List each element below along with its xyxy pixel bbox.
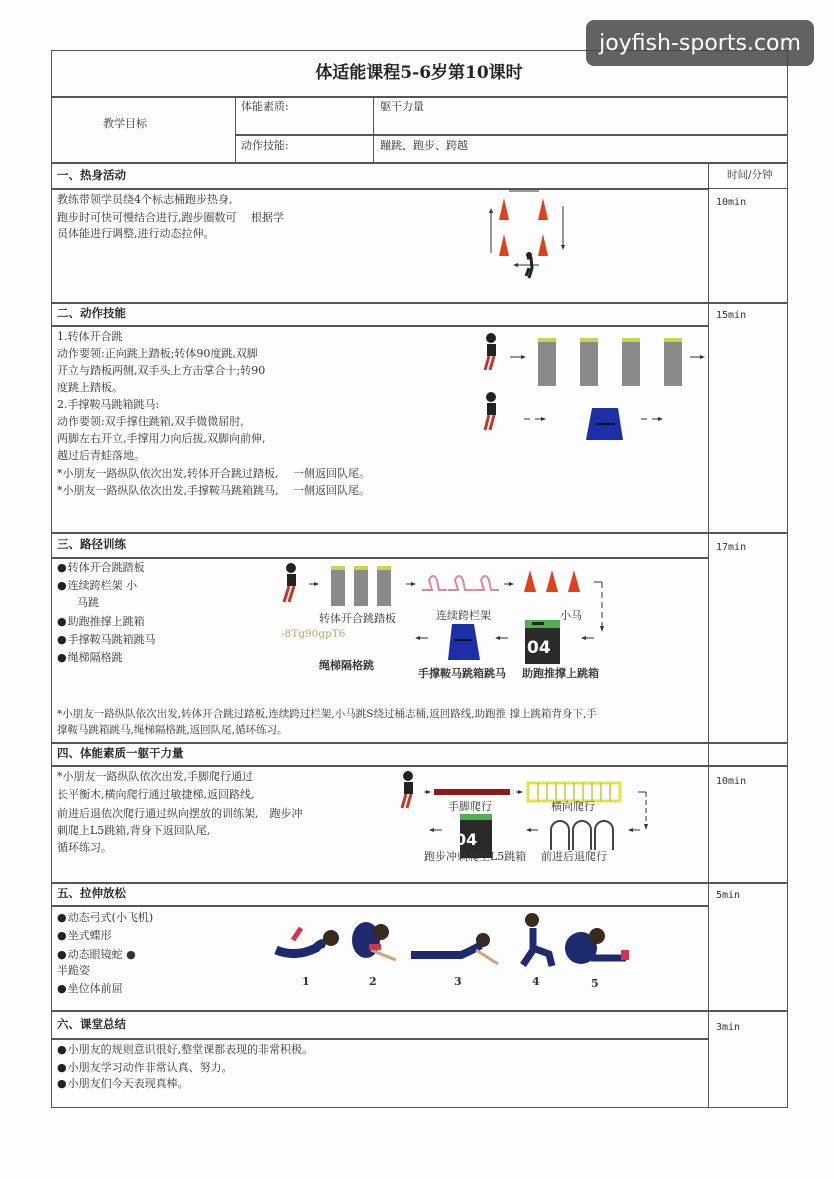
section-4-line: 刺爬上L5跳箱,背身下返回队尾, — [57, 824, 211, 837]
section-3-bullet-cont: 马跳 — [77, 596, 99, 609]
pose-number: 3 — [454, 975, 462, 988]
section-3-note: *小朋友一路纵队依次出发,转体开合跳过踏板,连续跨过栏架,小马跳S绕过桶志桶,返回路线,助跑推 撑上跳箱背身下,手 — [57, 708, 597, 720]
section-5-bullet: ● 坐位体前屈 — [57, 981, 123, 997]
pose-number: 5 — [591, 977, 599, 990]
section-2-line: 动作要领:双手撑住跳箱,双手微微屈肘, — [57, 415, 244, 428]
section-5-heading: 五、拉伸放松 — [57, 886, 126, 900]
section-2-line: 开立与踏板两侧,双手头上方击掌合十;转90 — [57, 364, 266, 377]
section-2-line: 2.手撑鞍马跳箱跳马: — [57, 398, 160, 411]
objective-value-fitness: 躯干力量 — [380, 100, 424, 113]
section-2-time: 15min — [716, 310, 747, 321]
section-2-line: 越过后青蛙落地。 — [57, 449, 145, 462]
core-label-beam: 手脚爬行 — [448, 800, 492, 813]
route-label-vault: 手撑鞍马跳箱跳马 — [418, 667, 506, 680]
section-5-bullet: ● 动态弓式(小飞机) — [57, 910, 153, 926]
section-5-bullet: ● 坐式蝶形 — [57, 928, 112, 944]
lesson-plan-table — [51, 50, 787, 1108]
section-3-bullet: ● 手撑鞍马跳箱跳马 — [57, 632, 156, 648]
objective-value-skill: 蹦跳、跑步、跨越 — [380, 139, 468, 152]
section-6-time: 3min — [716, 1022, 741, 1033]
section-5-time: 5min — [716, 890, 741, 901]
page-title: 体适能课程5-6岁第10课时 — [315, 63, 523, 83]
section-1-heading: 一、热身活动 — [57, 168, 126, 182]
pose-number: 2 — [369, 975, 377, 988]
route-label-box: 助跑推撑上跳箱 — [522, 667, 599, 680]
warmup-cone-diagram — [479, 188, 579, 283]
section-1-line: 教练带领学员绕4个标志桶跑步热身, — [57, 193, 233, 206]
section-3-note: 撑鞍马跳箱跳马,绳梯隔格跳,返回队尾,循环练习。 — [57, 724, 288, 736]
section-5-bullet: ● 动态眼镜蛇 ● — [57, 947, 136, 963]
box-number: 04 — [527, 638, 551, 658]
section-2-line: *小朋友一路纵队依次出发,转体开合跳过踏板, 一侧返回队尾。 — [57, 467, 370, 480]
objective-key-fitness: 体能素质: — [241, 100, 289, 113]
section-1-time: 10min — [716, 197, 747, 208]
objectives-label: 教学目标 — [103, 117, 147, 130]
section-2-heading: 二、动作技能 — [57, 306, 126, 320]
section-2-line: *小朋友一路纵队依次出发,手撑鞍马跳箱跳马, 一侧返回队尾。 — [57, 484, 370, 497]
route-label-cones: 小马 — [560, 609, 582, 622]
watermark: joyfish-sports.com — [586, 20, 814, 66]
section-6-bullet: ● 小朋友们今天表现真棒。 — [57, 1076, 189, 1092]
section-4-time: 10min — [716, 776, 747, 787]
pose-number: 4 — [532, 975, 540, 988]
stretch-poses-image — [271, 910, 641, 980]
section-3-heading: 三、路径训练 — [57, 537, 126, 551]
route-label-code: -8Tg90gpT6 — [281, 628, 346, 640]
section-2-line: 两脚左右开立,手撑用力向后拔,双脚向前伸, — [57, 432, 266, 445]
section-2-line: 度跳上踏板。 — [57, 381, 123, 394]
section-3-bullet: ● 连续跨栏架 小 — [57, 578, 137, 594]
section-3-time: 17min — [716, 542, 747, 553]
core-label-box: 跑步冲刺爬上L5跳箱 — [424, 850, 527, 863]
section-1-line: 员体能进行调整,进行动态拉伸。 — [57, 227, 215, 240]
core-label-frames: 前进后退爬行 — [541, 850, 607, 863]
section-3-bullet: ● 助跑推撑上跳箱 — [57, 614, 145, 630]
section-4-line: 前进后退依次爬行通过纵向摆放的训练架, 跑步冲 — [57, 807, 303, 820]
section-3-bullet: ● 绳梯隔格跳 — [57, 650, 123, 666]
section-2-line: 动作要领:正向跳上踏板;转体90度跳,双脚 — [57, 347, 258, 360]
section-2-line: 1.转体开合跳 — [57, 330, 123, 343]
section-4-line: *小朋友一路纵队依次出发,手脚爬行通过 — [57, 770, 253, 783]
section-3-bullet: ● 转体开合跳踏板 — [57, 560, 145, 576]
box-number: 04 — [455, 830, 478, 849]
skill-diagram — [476, 330, 708, 450]
section-6-bullet: ● 小朋友学习动作非常认真、努力。 — [57, 1060, 233, 1076]
section-5-bullet-cont: 半跪姿 — [57, 964, 90, 977]
section-6-heading: 六、课堂总结 — [57, 1017, 126, 1031]
section-4-line: 长平衡木,横向爬行通过敏捷梯,返回路线, — [57, 788, 255, 801]
section-6-bullet: ● 小朋友的规则意识很好,整堂课都表现的非常积极。 — [57, 1042, 313, 1058]
section-4-heading: 四、体能素质一躯干力量 — [57, 746, 184, 760]
pose-number: 1 — [302, 975, 310, 988]
route-label-ladder: 绳梯隔格跳 — [319, 659, 374, 672]
route-label-boards: 转体开合跳踏板 — [319, 612, 396, 625]
section-4-line: 循环练习。 — [57, 841, 112, 854]
objective-key-skill: 动作技能: — [241, 139, 289, 152]
time-column-header: 时间/分钟 — [727, 169, 773, 181]
section-1-line: 跑步时可快可慢结合进行,跑步圈数可 根据学 — [57, 211, 284, 224]
route-label-hurdles: 连续跨栏架 — [436, 609, 491, 622]
core-label-ladder: 横向爬行 — [551, 800, 595, 813]
